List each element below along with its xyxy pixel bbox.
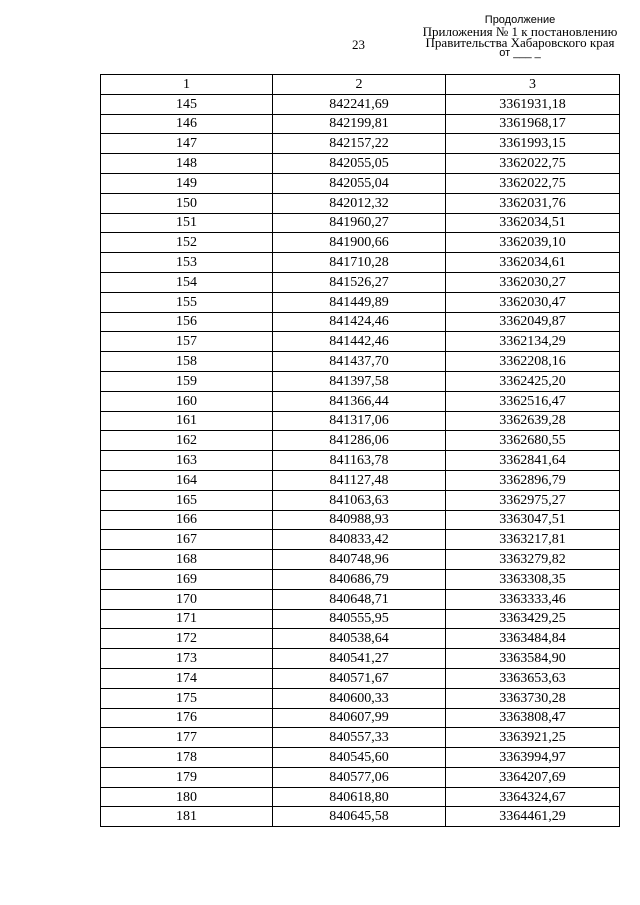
x-coordinate-cell: 840988,93 (273, 510, 446, 530)
table-row (101, 352, 620, 372)
point-number-cell: 162 (101, 431, 273, 451)
point-number-cell: 152 (101, 233, 273, 253)
point-number-cell: 168 (101, 550, 273, 570)
point-number-cell: 145 (101, 94, 273, 114)
table-row (101, 589, 620, 609)
table-row (101, 134, 620, 154)
x-coordinate-cell: 841317,06 (273, 411, 446, 431)
y-coordinate-cell: 3362425,20 (446, 371, 620, 391)
x-coordinate-cell: 841424,46 (273, 312, 446, 332)
point-number-cell: 154 (101, 272, 273, 292)
table-row (101, 807, 620, 827)
appendix-reference: Приложения № 1 к постановлению (422, 24, 618, 39)
point-number-cell: 165 (101, 490, 273, 510)
point-number-cell: 160 (101, 391, 273, 411)
point-number-cell: 167 (101, 530, 273, 550)
table-row (101, 332, 620, 352)
page-number: 23 (352, 37, 365, 52)
x-coordinate-cell: 841127,48 (273, 470, 446, 490)
x-coordinate-cell: 841366,44 (273, 391, 446, 411)
point-number-cell: 180 (101, 787, 273, 807)
point-number-cell: 173 (101, 649, 273, 669)
point-number-cell: 169 (101, 569, 273, 589)
y-coordinate-cell: 3363279,82 (446, 550, 620, 570)
x-coordinate-cell: 842241,69 (273, 94, 446, 114)
y-coordinate-cell: 3363730,28 (446, 688, 620, 708)
table-row (101, 114, 620, 134)
x-coordinate-cell: 841449,89 (273, 292, 446, 312)
y-coordinate-cell: 3363217,81 (446, 530, 620, 550)
point-number-cell: 158 (101, 352, 273, 372)
y-coordinate-cell: 3362034,51 (446, 213, 620, 233)
x-coordinate-cell: 840686,79 (273, 569, 446, 589)
y-coordinate-cell: 3363429,25 (446, 609, 620, 629)
y-coordinate-cell: 3362030,47 (446, 292, 620, 312)
point-number-cell: 177 (101, 728, 273, 748)
table-row (101, 193, 620, 213)
x-coordinate-cell: 841526,27 (273, 272, 446, 292)
x-coordinate-cell: 840571,67 (273, 668, 446, 688)
point-number-cell: 164 (101, 470, 273, 490)
x-coordinate-cell: 841397,58 (273, 371, 446, 391)
y-coordinate-cell: 3363994,97 (446, 748, 620, 768)
coordinates-table (100, 74, 620, 827)
point-number-cell: 155 (101, 292, 273, 312)
y-coordinate-cell: 3362975,27 (446, 490, 620, 510)
table-row (101, 490, 620, 510)
table-row (101, 233, 620, 253)
point-number-cell: 157 (101, 332, 273, 352)
table-row (101, 728, 620, 748)
y-coordinate-cell: 3364324,67 (446, 787, 620, 807)
x-coordinate-cell: 842055,05 (273, 154, 446, 174)
x-coordinate-cell: 840645,58 (273, 807, 446, 827)
y-coordinate-cell: 3362022,75 (446, 154, 620, 174)
x-coordinate-cell: 841960,27 (273, 213, 446, 233)
point-number-cell: 170 (101, 589, 273, 609)
table-row (101, 708, 620, 728)
table-row (101, 213, 620, 233)
point-number-cell: 148 (101, 154, 273, 174)
table-row (101, 668, 620, 688)
table-row (101, 767, 620, 787)
y-coordinate-cell: 3361968,17 (446, 114, 620, 134)
y-coordinate-cell: 3363308,35 (446, 569, 620, 589)
table-row (101, 173, 620, 193)
y-coordinate-cell: 3361993,15 (446, 134, 620, 154)
table-row (101, 550, 620, 570)
table-row (101, 748, 620, 768)
y-coordinate-cell: 3362049,87 (446, 312, 620, 332)
point-number-cell: 150 (101, 193, 273, 213)
x-coordinate-cell: 840538,64 (273, 629, 446, 649)
x-coordinate-cell: 840541,27 (273, 649, 446, 669)
y-coordinate-cell: 3362208,16 (446, 352, 620, 372)
y-coordinate-cell: 3362896,79 (446, 470, 620, 490)
point-number-cell: 175 (101, 688, 273, 708)
table-row (101, 253, 620, 273)
table-body (101, 94, 620, 826)
y-coordinate-cell: 3362034,61 (446, 253, 620, 273)
table-row (101, 530, 620, 550)
column-header-x: 2 (273, 75, 446, 95)
table-row (101, 154, 620, 174)
y-coordinate-cell: 3363653,63 (446, 668, 620, 688)
y-coordinate-cell: 3361931,18 (446, 94, 620, 114)
table-row (101, 431, 620, 451)
point-number-cell: 156 (101, 312, 273, 332)
x-coordinate-cell: 840833,42 (273, 530, 446, 550)
table-row (101, 688, 620, 708)
table-header-row (101, 75, 620, 95)
date-line: от ___ _ (499, 47, 541, 59)
x-coordinate-cell: 842199,81 (273, 114, 446, 134)
x-coordinate-cell: 840600,33 (273, 688, 446, 708)
y-coordinate-cell: 3362841,64 (446, 451, 620, 471)
point-number-cell: 179 (101, 767, 273, 787)
point-number-cell: 147 (101, 134, 273, 154)
table-row (101, 411, 620, 431)
table-row (101, 510, 620, 530)
point-number-cell: 171 (101, 609, 273, 629)
y-coordinate-cell: 3363047,51 (446, 510, 620, 530)
y-coordinate-cell: 3362039,10 (446, 233, 620, 253)
table-row (101, 94, 620, 114)
y-coordinate-cell: 3364207,69 (446, 767, 620, 787)
column-header-point: 1 (101, 75, 273, 95)
continuation-label: Продолжение (484, 14, 556, 26)
y-coordinate-cell: 3363584,90 (446, 649, 620, 669)
x-coordinate-cell: 840748,96 (273, 550, 446, 570)
x-coordinate-cell: 841163,78 (273, 451, 446, 471)
y-coordinate-cell: 3362030,27 (446, 272, 620, 292)
y-coordinate-cell: 3362134,29 (446, 332, 620, 352)
x-coordinate-cell: 840557,33 (273, 728, 446, 748)
table-row (101, 272, 620, 292)
y-coordinate-cell: 3362516,47 (446, 391, 620, 411)
x-coordinate-cell: 842012,32 (273, 193, 446, 213)
y-coordinate-cell: 3363808,47 (446, 708, 620, 728)
point-number-cell: 176 (101, 708, 273, 728)
y-coordinate-cell: 3362680,55 (446, 431, 620, 451)
table-row (101, 629, 620, 649)
point-number-cell: 153 (101, 253, 273, 273)
point-number-cell: 149 (101, 173, 273, 193)
table-row (101, 609, 620, 629)
table-row (101, 371, 620, 391)
point-number-cell: 172 (101, 629, 273, 649)
x-coordinate-cell: 841442,46 (273, 332, 446, 352)
x-coordinate-cell: 841710,28 (273, 253, 446, 273)
table-row (101, 569, 620, 589)
y-coordinate-cell: 3362022,75 (446, 173, 620, 193)
government-reference: Правительства Хабаровского края (425, 35, 615, 50)
table-row (101, 649, 620, 669)
column-header-y: 3 (446, 75, 620, 95)
x-coordinate-cell: 841437,70 (273, 352, 446, 372)
x-coordinate-cell: 842157,22 (273, 134, 446, 154)
y-coordinate-cell: 3363484,84 (446, 629, 620, 649)
point-number-cell: 163 (101, 451, 273, 471)
point-number-cell: 181 (101, 807, 273, 827)
y-coordinate-cell: 3362031,76 (446, 193, 620, 213)
x-coordinate-cell: 840545,60 (273, 748, 446, 768)
point-number-cell: 178 (101, 748, 273, 768)
y-coordinate-cell: 3362639,28 (446, 411, 620, 431)
x-coordinate-cell: 842055,04 (273, 173, 446, 193)
x-coordinate-cell: 840607,99 (273, 708, 446, 728)
y-coordinate-cell: 3364461,29 (446, 807, 620, 827)
x-coordinate-cell: 840555,95 (273, 609, 446, 629)
x-coordinate-cell: 841063,63 (273, 490, 446, 510)
x-coordinate-cell: 840648,71 (273, 589, 446, 609)
x-coordinate-cell: 841286,06 (273, 431, 446, 451)
y-coordinate-cell: 3363333,46 (446, 589, 620, 609)
x-coordinate-cell: 840618,80 (273, 787, 446, 807)
point-number-cell: 166 (101, 510, 273, 530)
x-coordinate-cell: 841900,66 (273, 233, 446, 253)
table-row (101, 451, 620, 471)
table-row (101, 292, 620, 312)
table-row (101, 470, 620, 490)
appendix-header (400, 15, 640, 59)
point-number-cell: 146 (101, 114, 273, 134)
x-coordinate-cell: 840577,06 (273, 767, 446, 787)
table-row (101, 312, 620, 332)
point-number-cell: 151 (101, 213, 273, 233)
y-coordinate-cell: 3363921,25 (446, 728, 620, 748)
table-row (101, 787, 620, 807)
point-number-cell: 159 (101, 371, 273, 391)
point-number-cell: 174 (101, 668, 273, 688)
point-number-cell: 161 (101, 411, 273, 431)
table-row (101, 391, 620, 411)
